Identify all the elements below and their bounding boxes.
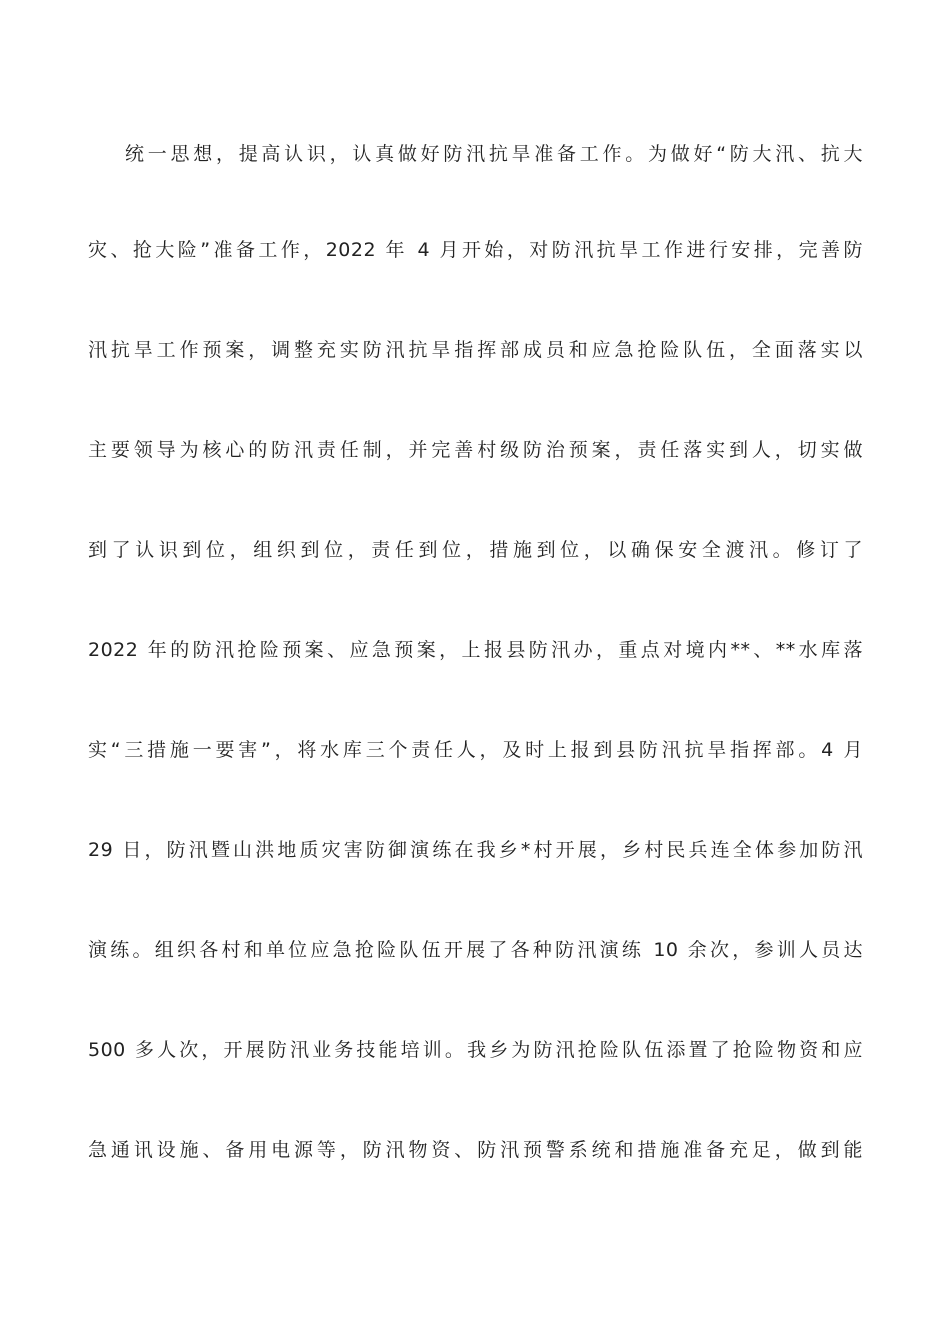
paragraph-line-2: 灾、抢大险”准备工作，2022 年 4 月开始，对防汛抗旱工作进行安排，完善防 [88, 239, 863, 261]
paragraph-line-8: 29 日，防汛暨山洪地质灾害防御演练在我乡*村开展，乡村民兵连全体参加防汛 [88, 839, 863, 861]
paragraph-line-6: 2022 年的防汛抢险预案、应急预案，上报县防汛办，重点对境内**、**水库落 [88, 639, 863, 661]
paragraph-line-7: 实“三措施一要害”，将水库三个责任人，及时上报到县防汛抗旱指挥部。4 月 [88, 739, 863, 761]
paragraph-line-3: 汛抗旱工作预案，调整充实防汛抗旱指挥部成员和应急抢险队伍，全面落实以 [88, 339, 863, 361]
paragraph-line-10: 500 多人次，开展防汛业务技能培训。我乡为防汛抢险队伍添置了抢险物资和应 [88, 1039, 863, 1061]
paragraph-line-5: 到了认识到位，组织到位，责任到位，措施到位，以确保安全渡汛。修订了 [88, 539, 863, 561]
paragraph-line-9: 演练。组织各村和单位应急抢险队伍开展了各种防汛演练 10 余次，参训人员达 [88, 939, 863, 961]
paragraph-line-1: 统一思想，提高认识，认真做好防汛抗旱准备工作。为做好“防大汛、抗大 [125, 143, 863, 165]
paragraph-line-4: 主要领导为核心的防汛责任制，并完善村级防治预案，责任落实到人，切实做 [88, 439, 863, 461]
paragraph-line-11: 急通讯设施、备用电源等，防汛物资、防汛预警系统和措施准备充足，做到能 [88, 1139, 863, 1161]
